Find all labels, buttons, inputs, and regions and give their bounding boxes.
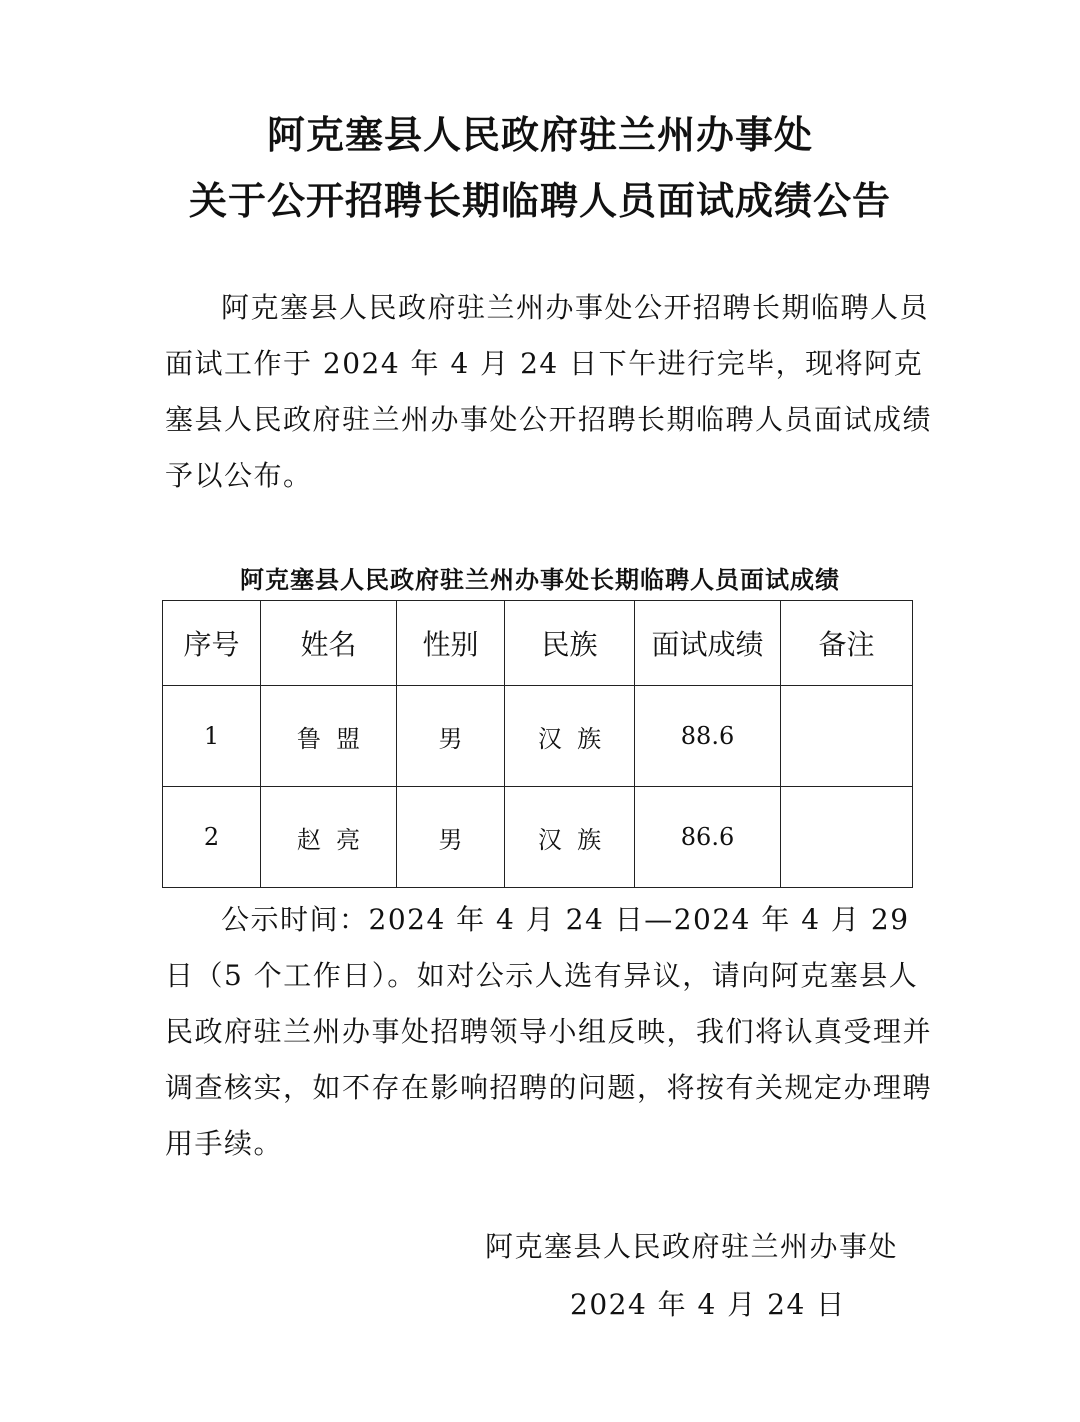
header-remarks: 备注 <box>781 601 913 686</box>
document-title-line1: 阿克塞县人民政府驻兰州办事处 <box>266 113 813 157</box>
scores-table <box>162 600 913 888</box>
intro-text: 阿克塞县人民政府驻兰州办事处公开招聘长期临聘人员面试工作于 2024 年 4 月 24 日下午进行完毕，现将阿克塞县人民政府驻兰州办事处公开招聘长期临聘人员面试成绩予以公布。 <box>165 291 933 492</box>
table-caption: 阿克塞县人民政府驻兰州办事处长期临聘人员面试成绩 <box>240 566 840 594</box>
signature-date: 2024 年 4 月 24 日 <box>570 1288 846 1321</box>
header-ethnicity: 民族 <box>505 601 635 686</box>
cell-score: 86.6 <box>635 787 781 888</box>
cell-name: 鲁 盟 <box>261 686 397 787</box>
cell-gender: 男 <box>397 787 505 888</box>
cell-score: 88.6 <box>635 686 781 787</box>
table-row <box>163 787 913 888</box>
cell-gender: 男 <box>397 686 505 787</box>
cell-name: 赵 亮 <box>261 787 397 888</box>
cell-index: 1 <box>163 686 261 787</box>
intro-paragraph <box>165 280 935 504</box>
header-score: 面试成绩 <box>635 601 781 686</box>
notice-text: 公示时间：2024 年 4 月 24 日—2024 年 4 月 29 日（5 个工作日）。如对公示人选有异议，请向阿克塞县人民政府驻兰州办事处招聘领导小组反映，我们将认真受理并调查核实，如不存在影响招聘的问题，将按有关规定办理聘用手续。 <box>165 903 933 1160</box>
cell-index: 2 <box>163 787 261 888</box>
signature-organization: 阿克塞县人民政府驻兰州办事处 <box>485 1230 899 1263</box>
cell-ethnicity: 汉 族 <box>505 686 635 787</box>
cell-remarks <box>781 686 913 787</box>
header-gender: 性别 <box>397 601 505 686</box>
document-title-line2: 关于公开招聘长期临聘人员面试成绩公告 <box>188 179 891 223</box>
cell-remarks <box>781 787 913 888</box>
header-name: 姓名 <box>261 601 397 686</box>
notice-paragraph <box>165 892 935 1172</box>
cell-ethnicity: 汉 族 <box>505 787 635 888</box>
table-header-row <box>163 601 913 686</box>
table-row <box>163 686 913 787</box>
header-index: 序号 <box>163 601 261 686</box>
